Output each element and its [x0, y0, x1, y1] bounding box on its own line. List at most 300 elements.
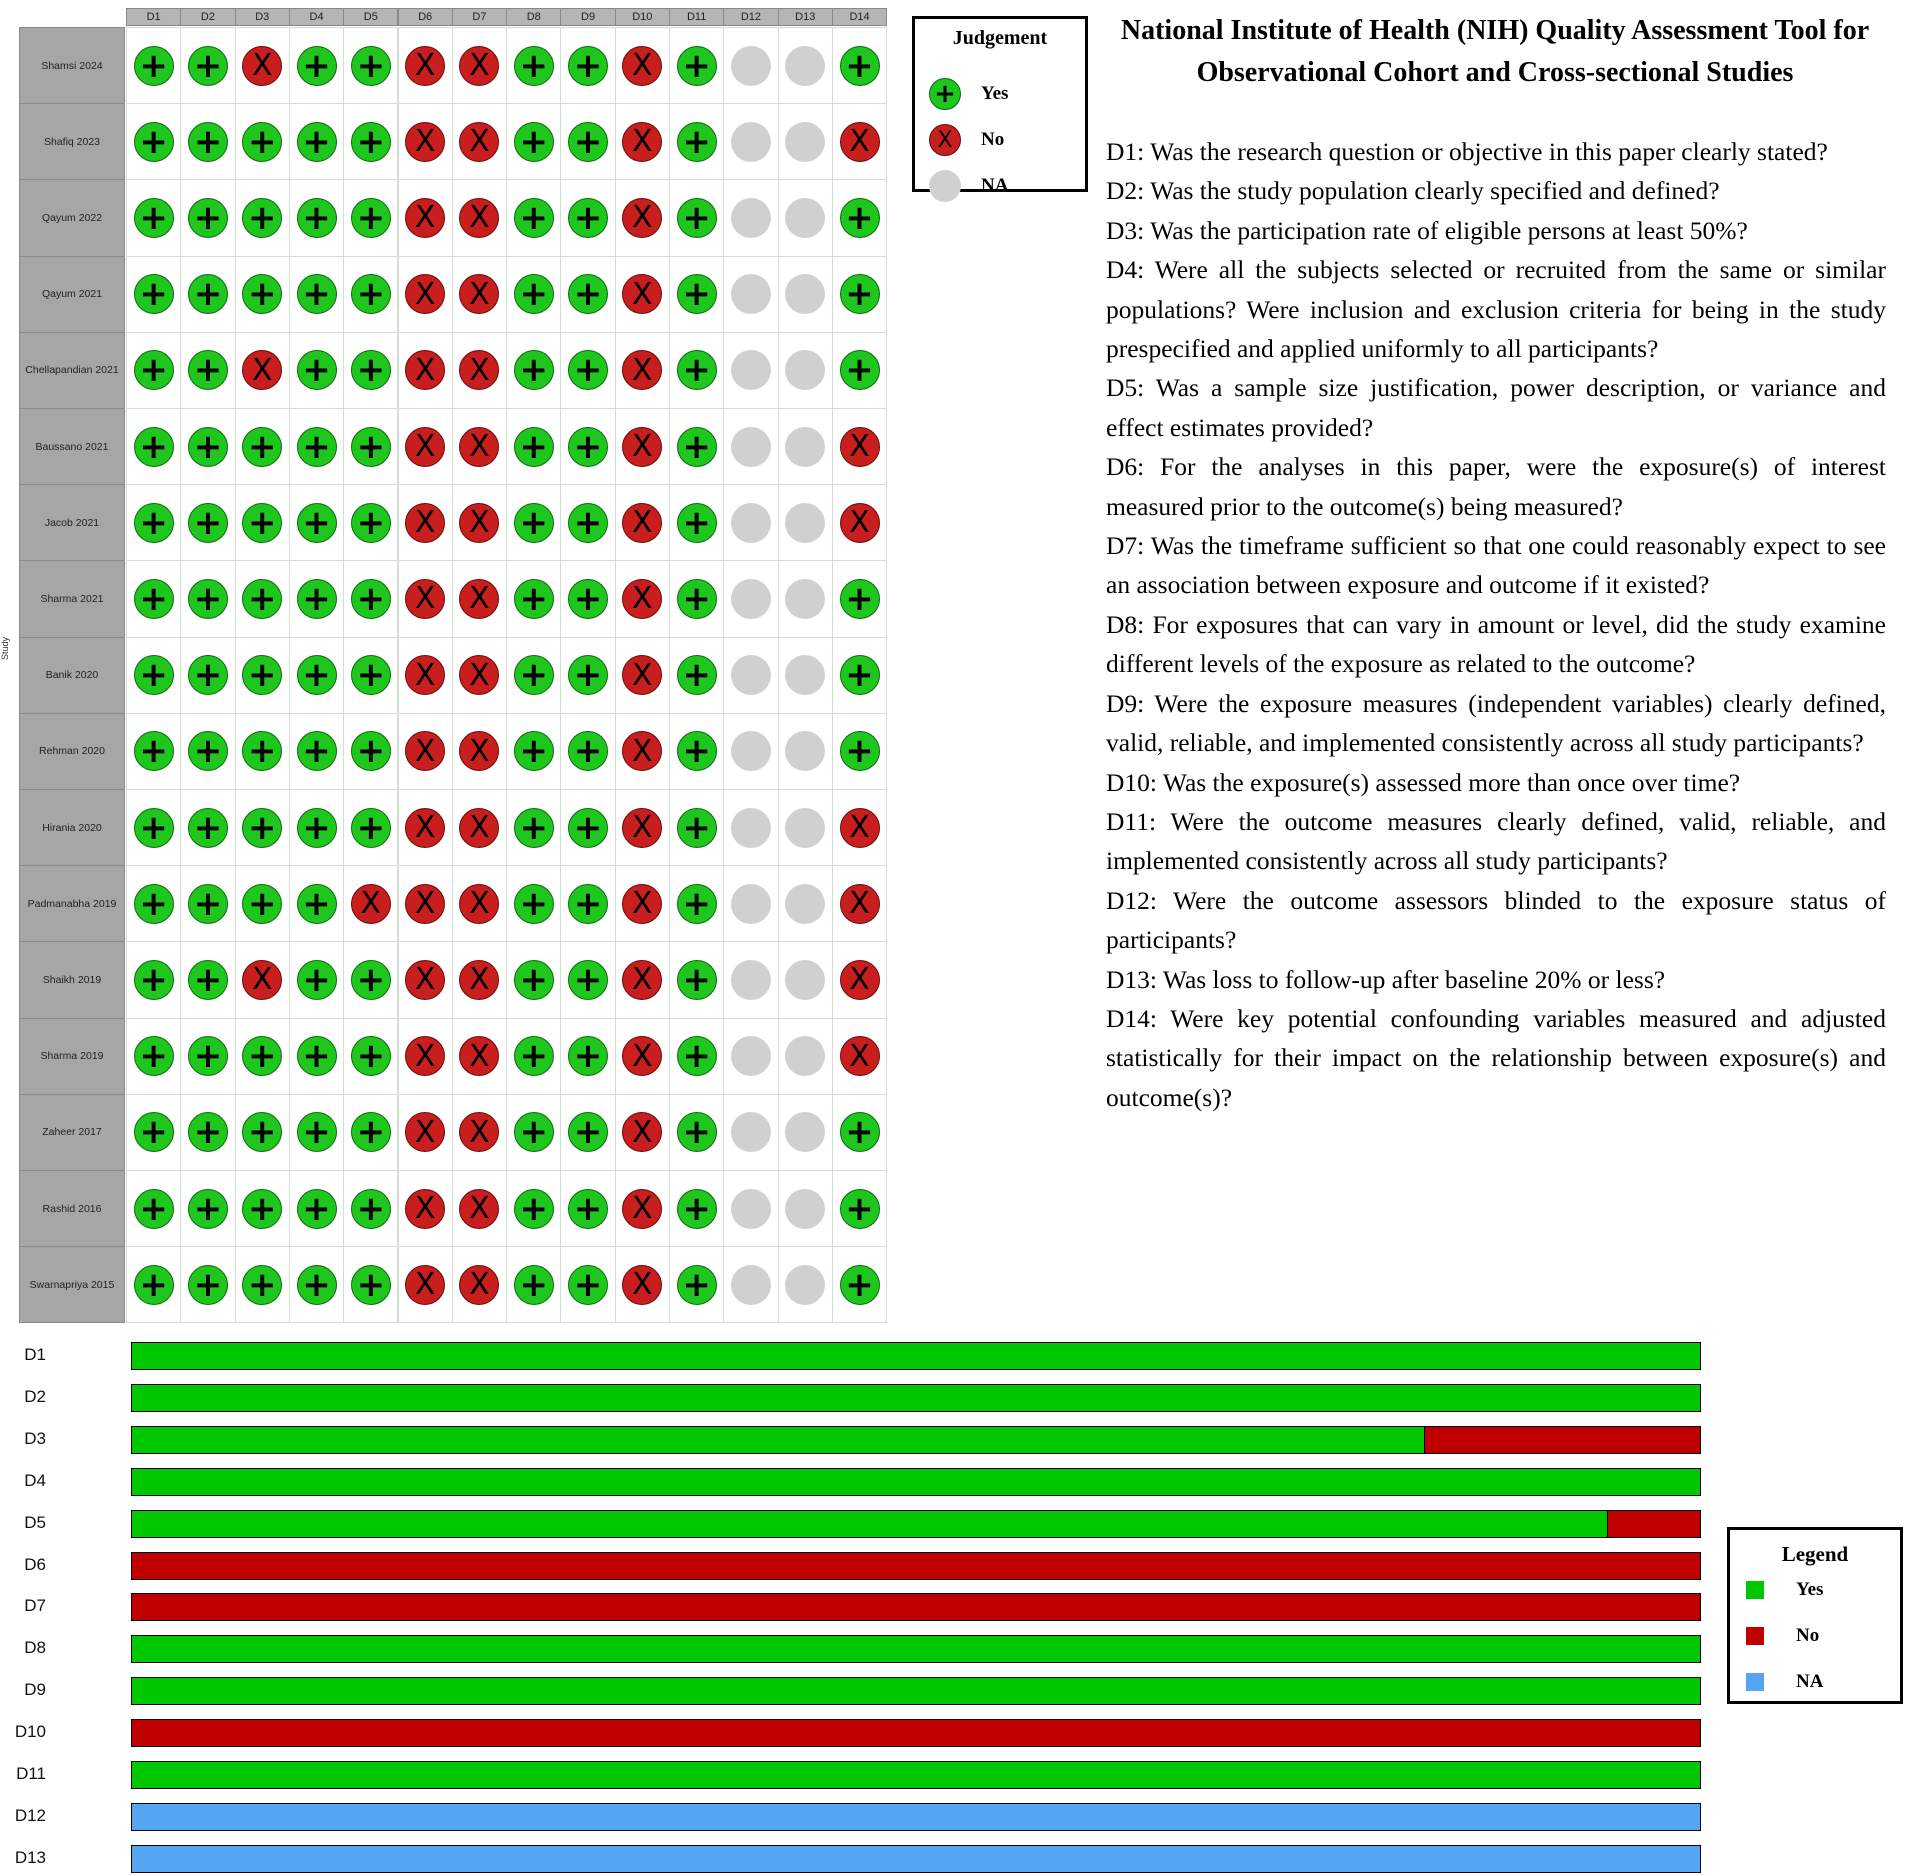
plus-icon: +: [514, 350, 554, 390]
judgement-cell: [289, 179, 344, 256]
judgement-cell: [235, 179, 290, 256]
plus-icon: +: [188, 503, 228, 543]
x-icon: X: [405, 1265, 445, 1305]
bar-legend-item-na: [1746, 1670, 1823, 1694]
plus-icon: +: [677, 46, 717, 86]
plus-icon: +: [351, 503, 391, 543]
x-icon: X: [622, 427, 662, 467]
plus-icon: +: [134, 274, 174, 314]
x-icon: X: [459, 503, 499, 543]
bar-category-label: D3: [24, 1428, 46, 1448]
question-d5: D5: Was a sample size justification, power description, or variance and effect estimates provided?: [1106, 373, 1886, 442]
plus-icon: +: [297, 884, 337, 924]
judgement-cell: [398, 789, 453, 866]
study-label: Shamsi 2024: [19, 27, 125, 104]
plus-icon: +: [351, 655, 391, 695]
judgement-cell: [452, 560, 507, 637]
judgement-cell: [343, 1246, 398, 1323]
judgement-cell: [343, 256, 398, 333]
judgement-cell: [560, 484, 615, 561]
judgement-cell: [506, 1094, 561, 1171]
blank-circle-icon: [731, 46, 771, 86]
judgement-cell: [615, 179, 670, 256]
judgement-cell: [723, 941, 778, 1018]
judgement-cell: [235, 789, 290, 866]
plus-icon: +: [677, 1112, 717, 1152]
judgement-cell: [343, 179, 398, 256]
bar-legend-item-yes: [1746, 1578, 1823, 1602]
judgement-cell: [669, 332, 724, 409]
bar-category-label: D12: [14, 1805, 46, 1825]
plus-icon: +: [297, 274, 337, 314]
plus-icon: +: [134, 122, 174, 162]
judgement-cell: [832, 713, 887, 790]
plus-icon: +: [929, 78, 961, 110]
judgement-cell: [669, 637, 724, 714]
judgement-cell: [832, 789, 887, 866]
judgement-cell: [235, 256, 290, 333]
judgement-cell: [778, 1094, 833, 1171]
blank-circle-icon: [785, 1036, 825, 1076]
blank-circle-icon: [731, 1265, 771, 1305]
judgement-cell: [723, 408, 778, 485]
plus-icon: +: [188, 960, 228, 1000]
plus-icon: +: [840, 350, 880, 390]
judgement-cell: [452, 1246, 507, 1323]
judgement-cell: [180, 256, 235, 333]
judgement-cell: [289, 332, 344, 409]
study-label: Rashid 2016: [19, 1170, 125, 1247]
judgement-cell: [723, 865, 778, 942]
study-label: Qayum 2021: [19, 256, 125, 333]
plus-icon: +: [351, 122, 391, 162]
plus-icon: +: [351, 274, 391, 314]
judgement-cell: [615, 27, 670, 104]
judgement-cell: [452, 408, 507, 485]
column-header-d4: D4: [289, 8, 344, 26]
judgement-cell: [669, 408, 724, 485]
bar-segment-yes: [132, 1427, 1424, 1453]
study-label: Sharma 2021: [19, 560, 125, 637]
plus-icon: +: [514, 274, 554, 314]
bar-d7: [131, 1593, 1701, 1621]
plus-icon: +: [568, 350, 608, 390]
plus-icon: +: [568, 579, 608, 619]
judgement-cell: [560, 1094, 615, 1171]
risk-of-bias-grid: [0, 0, 890, 1320]
judgement-cell: [289, 1170, 344, 1247]
study-label: Shafiq 2023: [19, 103, 125, 180]
judgement-cell: [289, 1094, 344, 1171]
x-icon: X: [405, 808, 445, 848]
judgement-cell: [669, 865, 724, 942]
judgement-cell: [506, 941, 561, 1018]
bar-segment-no: [132, 1553, 1700, 1579]
blank-circle-icon: [785, 579, 825, 619]
question-d3: D3: Was the participation rate of eligible persons at least 50%?: [1106, 215, 1748, 245]
plus-icon: +: [840, 655, 880, 695]
plus-icon: +: [677, 1265, 717, 1305]
judgement-cell: [235, 27, 290, 104]
x-icon: X: [622, 1036, 662, 1076]
plus-icon: +: [297, 960, 337, 1000]
bar-d11: [131, 1761, 1701, 1789]
bar-d5: [131, 1510, 1701, 1538]
x-icon: X: [840, 503, 880, 543]
judgement-cell: [398, 484, 453, 561]
plus-icon: +: [134, 1189, 174, 1229]
x-icon: X: [622, 350, 662, 390]
column-header-d1: D1: [126, 8, 181, 26]
plus-icon: +: [242, 579, 282, 619]
x-icon: X: [459, 274, 499, 314]
judgement-cell: [235, 941, 290, 1018]
judgement-cell: [452, 789, 507, 866]
plus-icon: +: [188, 579, 228, 619]
judgement-cell: [506, 1246, 561, 1323]
judgement-cell: [832, 1094, 887, 1171]
legend-label: NA: [1796, 1671, 1824, 1692]
legend-label: Yes: [1796, 1579, 1824, 1600]
judgement-cell: [778, 1170, 833, 1247]
column-header-d13: D13: [778, 8, 833, 26]
bar-category-label: D2: [24, 1386, 46, 1406]
judgement-cell: [289, 865, 344, 942]
judgement-cell: [832, 256, 887, 333]
x-icon: X: [622, 731, 662, 771]
judgement-cell: [560, 865, 615, 942]
judgement-cell: [506, 713, 561, 790]
judgement-cell: [180, 332, 235, 409]
blank-circle-icon: [785, 884, 825, 924]
blank-circle-icon: [785, 503, 825, 543]
plus-icon: +: [514, 46, 554, 86]
x-icon: X: [622, 1189, 662, 1229]
judgement-cell: [832, 103, 887, 180]
judgement-cell: [126, 1246, 181, 1323]
blank-circle-icon: [731, 960, 771, 1000]
judgement-cell: [126, 1018, 181, 1095]
judgement-cell: [452, 941, 507, 1018]
judgement-cell: [615, 1018, 670, 1095]
figure-title: National Institute of Health (NIH) Quality Assessment Tool for Observational Cohort and Cross-sectional Studies: [1120, 15, 1870, 88]
plus-icon: +: [568, 122, 608, 162]
judgement-cell: [615, 103, 670, 180]
judgement-cell: [560, 103, 615, 180]
plus-icon: +: [840, 198, 880, 238]
judgement-cell: [832, 560, 887, 637]
question-d6: D6: For the analyses in this paper, were the exposure(s) of interest measured prior to the outcome(s) being measured?: [1106, 452, 1886, 521]
plus-icon: +: [297, 198, 337, 238]
judgement-cell: [832, 332, 887, 409]
judgement-cell: [506, 865, 561, 942]
plus-icon: +: [568, 46, 608, 86]
judgement-cell: [126, 332, 181, 409]
judgement-cell: [398, 1170, 453, 1247]
x-icon: X: [459, 884, 499, 924]
judgement-cell: [180, 1018, 235, 1095]
judgement-cell: [560, 1246, 615, 1323]
blank-circle-icon: [731, 731, 771, 771]
judgement-cell: [560, 560, 615, 637]
plus-icon: +: [242, 122, 282, 162]
judgement-cell: [506, 789, 561, 866]
study-label: Jacob 2021: [19, 484, 125, 561]
plus-icon: +: [568, 503, 608, 543]
blank-circle-icon: [731, 1189, 771, 1229]
plus-icon: +: [514, 884, 554, 924]
judgement-cell: [778, 865, 833, 942]
plus-icon: +: [677, 427, 717, 467]
judgement-cell: [723, 332, 778, 409]
bar-segment-yes: [132, 1343, 1700, 1369]
judgement-cell: [126, 941, 181, 1018]
judgement-cell: [343, 637, 398, 714]
bar-category-label: D7: [24, 1596, 46, 1616]
x-icon: X: [459, 731, 499, 771]
judgement-cell: [506, 1170, 561, 1247]
plus-icon: +: [568, 808, 608, 848]
judgement-cell: [778, 1018, 833, 1095]
plus-icon: +: [188, 350, 228, 390]
judgement-cell: [615, 637, 670, 714]
judgement-cell: [560, 789, 615, 866]
plus-icon: +: [351, 198, 391, 238]
judgement-cell: [289, 1246, 344, 1323]
column-header-d6: D6: [398, 8, 453, 26]
plus-icon: +: [242, 198, 282, 238]
judgement-cell: [615, 789, 670, 866]
judgement-cell: [398, 1018, 453, 1095]
judgement-cell: [832, 941, 887, 1018]
plus-icon: +: [840, 1189, 880, 1229]
blank-circle-icon: [785, 122, 825, 162]
plus-icon: +: [568, 884, 608, 924]
judgement-cell: [506, 408, 561, 485]
plus-icon: +: [134, 503, 174, 543]
blank-circle-icon: [731, 655, 771, 695]
judgement-cell: [723, 560, 778, 637]
plus-icon: +: [677, 198, 717, 238]
legend-label: NA: [981, 175, 1009, 196]
blank-circle-icon: [785, 427, 825, 467]
bar-d4: [131, 1468, 1701, 1496]
plus-icon: +: [297, 1265, 337, 1305]
plus-icon: +: [242, 503, 282, 543]
plus-icon: +: [134, 579, 174, 619]
x-icon: X: [459, 1036, 499, 1076]
judgement-cell: [398, 103, 453, 180]
judgement-cell: [778, 941, 833, 1018]
judgement-cell: [669, 713, 724, 790]
blank-circle-icon: [731, 579, 771, 619]
plus-icon: +: [351, 960, 391, 1000]
x-icon: X: [405, 122, 445, 162]
judgement-cell: [235, 1094, 290, 1171]
x-icon: X: [405, 350, 445, 390]
plus-icon: +: [840, 1265, 880, 1305]
plus-icon: +: [677, 579, 717, 619]
judgement-cell: [126, 27, 181, 104]
judgement-legend-item-yes: [929, 77, 1008, 111]
judgement-cell: [452, 1018, 507, 1095]
plus-icon: +: [297, 1112, 337, 1152]
judgement-cell: [180, 1094, 235, 1171]
judgement-cell: [669, 560, 724, 637]
judgement-cell: [398, 27, 453, 104]
plus-icon: +: [297, 427, 337, 467]
x-icon: X: [405, 274, 445, 314]
judgement-cell: [778, 560, 833, 637]
bar-segment-na: [132, 1846, 1700, 1872]
judgement-cell: [289, 484, 344, 561]
plus-icon: +: [297, 808, 337, 848]
plus-icon: +: [514, 960, 554, 1000]
plus-icon: +: [840, 579, 880, 619]
bar-d1: [131, 1342, 1701, 1370]
plus-icon: +: [297, 579, 337, 619]
judgement-cell: [832, 484, 887, 561]
judgement-cell: [669, 1018, 724, 1095]
blank-circle-icon: [731, 122, 771, 162]
question-d2: D2: Was the study population clearly specified and defined?: [1106, 176, 1720, 206]
blank-circle-icon: [785, 274, 825, 314]
bar-legend-item-no: [1746, 1624, 1819, 1648]
plus-icon: +: [677, 503, 717, 543]
judgement-cell: [832, 637, 887, 714]
blank-circle-icon: [929, 170, 961, 202]
plus-icon: +: [134, 427, 174, 467]
judgement-cell: [452, 179, 507, 256]
judgement-cell: [180, 789, 235, 866]
plus-icon: +: [351, 427, 391, 467]
bar-segment-na: [132, 1804, 1700, 1830]
judgement-cell: [723, 713, 778, 790]
plus-icon: +: [242, 1036, 282, 1076]
judgement-cell: [289, 713, 344, 790]
judgement-cell: [180, 27, 235, 104]
judgement-cell: [506, 27, 561, 104]
bar-d2: [131, 1384, 1701, 1412]
question-d8: D8: For exposures that can vary in amount or level, did the study examine different levels of the exposure as related to the outcome?: [1106, 609, 1886, 679]
plus-icon: +: [677, 350, 717, 390]
blank-circle-icon: [785, 808, 825, 848]
judgement-cell: [669, 484, 724, 561]
plus-icon: +: [134, 198, 174, 238]
blank-circle-icon: [731, 1112, 771, 1152]
plus-icon: +: [514, 1265, 554, 1305]
x-icon: X: [405, 46, 445, 86]
plus-icon: +: [297, 46, 337, 86]
plus-icon: +: [351, 731, 391, 771]
judgement-cell: [343, 27, 398, 104]
question-d7: D7: Was the timeframe sufficient so that one could reasonably expect to see an association between exposure and outcome if it existed?: [1106, 531, 1886, 600]
plus-icon: +: [677, 655, 717, 695]
judgement-cell: [723, 179, 778, 256]
judgement-cell: [235, 332, 290, 409]
study-label: Chellapandian 2021: [19, 332, 125, 409]
judgement-cell: [126, 560, 181, 637]
plus-icon: +: [242, 808, 282, 848]
plus-icon: +: [568, 731, 608, 771]
x-icon: X: [242, 960, 282, 1000]
judgement-cell: [669, 789, 724, 866]
plus-icon: +: [568, 655, 608, 695]
x-icon: X: [459, 122, 499, 162]
question-d11: D11: Were the outcome measures clearly defined, valid, reliable, and implemented consistently across all study participants?: [1106, 806, 1886, 876]
blank-circle-icon: [785, 1189, 825, 1229]
judgement-cell: [398, 713, 453, 790]
judgement-cell: [778, 484, 833, 561]
bar-category-label: D6: [24, 1554, 46, 1574]
plus-icon: +: [351, 808, 391, 848]
judgement-cell: [615, 1246, 670, 1323]
judgement-cell: [778, 332, 833, 409]
plus-icon: +: [134, 884, 174, 924]
judgement-cell: [669, 103, 724, 180]
blank-circle-icon: [731, 350, 771, 390]
plus-icon: +: [188, 1036, 228, 1076]
bar-category-label: D9: [24, 1680, 46, 1700]
judgement-legend-item-na: [929, 169, 1008, 203]
plus-icon: +: [134, 350, 174, 390]
judgement-cell: [235, 560, 290, 637]
plus-icon: +: [188, 122, 228, 162]
bar-category-label: D11: [16, 1764, 46, 1783]
judgement-cell: [180, 408, 235, 485]
legend-swatch: [1746, 1627, 1764, 1645]
judgement-cell: [669, 941, 724, 1018]
x-icon: X: [622, 274, 662, 314]
x-icon: X: [840, 427, 880, 467]
judgement-cell: [615, 332, 670, 409]
bar-segment-yes: [132, 1762, 1700, 1788]
judgement-cell: [723, 484, 778, 561]
bar-category-label: D1: [24, 1345, 46, 1364]
judgement-cell: [560, 256, 615, 333]
plus-icon: +: [514, 731, 554, 771]
question-list: [1106, 132, 1886, 1117]
judgement-cell: [452, 1170, 507, 1247]
plus-icon: +: [514, 808, 554, 848]
x-icon: X: [622, 1265, 662, 1305]
x-icon: X: [622, 46, 662, 86]
plus-icon: +: [242, 731, 282, 771]
study-label: Padmanabha 2019: [19, 865, 125, 942]
judgement-cell: [615, 713, 670, 790]
plus-icon: +: [242, 884, 282, 924]
legend-label: Yes: [981, 83, 1009, 104]
x-icon: X: [405, 884, 445, 924]
blank-circle-icon: [731, 503, 771, 543]
judgement-cell: [778, 713, 833, 790]
bar-d9: [131, 1677, 1701, 1705]
x-icon: X: [405, 503, 445, 543]
x-icon: X: [459, 579, 499, 619]
x-icon: X: [459, 655, 499, 695]
plus-icon: +: [351, 350, 391, 390]
blank-circle-icon: [785, 960, 825, 1000]
plus-icon: +: [514, 1112, 554, 1152]
x-icon: X: [840, 884, 880, 924]
x-icon: X: [459, 960, 499, 1000]
plus-icon: +: [242, 1265, 282, 1305]
plus-icon: +: [677, 731, 717, 771]
question-d14: D14: Were key potential confounding variables measured and adjusted statistically for their impact on the relationship between exposure(s) and outcome(s)?: [1106, 1003, 1886, 1112]
question-d4: D4: Were all the subjects selected or recruited from the same or similar populations? Were inclusion and exclusion criteria for being in the study prespecified and applied uniformly to all participants?: [1106, 255, 1886, 364]
judgement-cell: [289, 1018, 344, 1095]
judgement-cell: [180, 179, 235, 256]
